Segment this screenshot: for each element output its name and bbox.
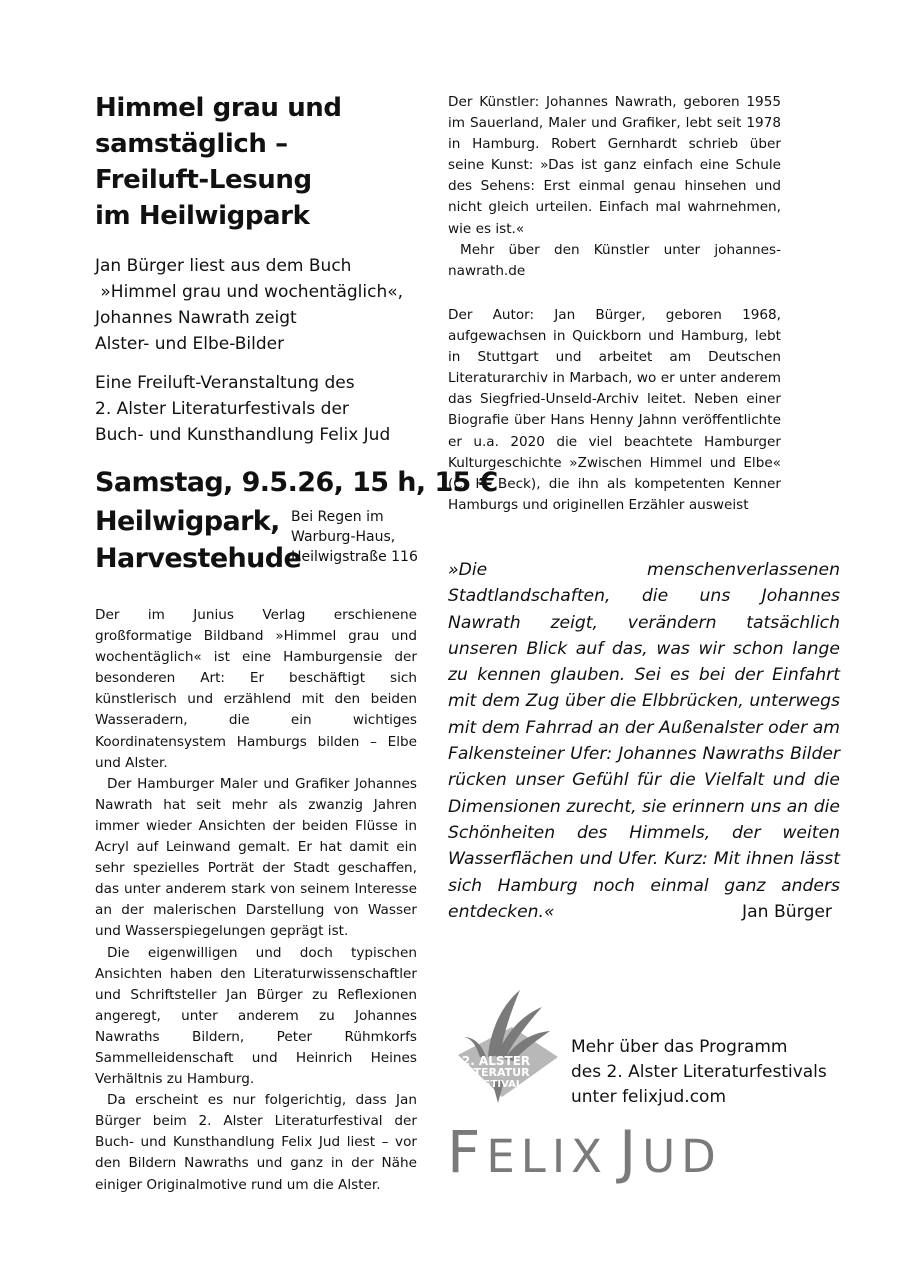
organizer-line: Buch- und Kunsthandlung Felix Jud: [95, 425, 391, 445]
rain-line: Warburg-Haus,: [291, 529, 396, 545]
artist-website-link: Mehr über den Künstler unter johannes-nawrath.de: [448, 241, 781, 279]
organizer: [95, 370, 435, 448]
promo-line: Mehr über das Programm: [571, 1037, 788, 1057]
rain-line: Heilwigstraße 116: [291, 549, 418, 565]
subtitle-line: Jan Bürger liest aus dem Buch: [95, 256, 352, 276]
event-date: Samstag, 9.5.26, 15 h, 15 €: [95, 467, 498, 498]
headline: [95, 90, 435, 234]
svg-text:2. ALSTER: 2. ALSTER: [461, 1054, 531, 1068]
body-paragraph: Da erscheint es nur folgerichtig, dass Jan Bürger beim 2. Alster Literaturfestival der Buch- und Kunsthandlung Felix Jud liest – vor den Bildern Nawraths und ganz in der Nähe einiger Originalmotive rund um die Alster.: [95, 1092, 417, 1193]
brand-wordmark: FELIX JUD: [447, 1118, 722, 1186]
artist-bio-text: Der Künstler: Johannes Nawrath, geboren 1955 im Sauerland, Maler und Grafiker, lebt seit 1978 in Hamburg. Robert Gernhardt schrieb über seine Kunst: »Das ist ganz einfach eine Schule des Sehens: Erst einmal genau hinsehen und nicht gleich urteilen. Einfach mal wahrnehmen, wie es ist.«: [448, 94, 781, 237]
rain-location: [291, 507, 418, 567]
headline-line: Freiluft-Lesung: [95, 165, 312, 195]
body-paragraph: Der im Junius Verlag erschienene großformatige Bildband »Himmel grau und wochentäglich« ist eine Hamburgensie der besonderen Art: Er beschäftigt sich künstlerisch und erzählend mit den beiden Wasseradern, die ein wichtiges Koordinatensystem Hamburgs bilden – Elbe und Alster.: [95, 607, 417, 771]
place-line: Heilwigpark,: [95, 506, 280, 537]
svg-text:FESTIVAL: FESTIVAL: [469, 1079, 523, 1090]
artist-bio: [448, 92, 781, 282]
organizer-line: 2. Alster Literaturfestivals der: [95, 399, 349, 419]
subtitle-line: Johannes Nawrath zeigt: [95, 308, 297, 328]
festival-logo-icon: [450, 985, 560, 1105]
subtitle-line: Alster- und Elbe-Bilder: [95, 334, 285, 354]
place-line: Harvestehude: [95, 543, 302, 574]
promo-line: des 2. Alster Literaturfestivals: [571, 1062, 827, 1082]
organizer-line: Eine Freiluft-Veranstaltung des: [95, 373, 355, 393]
rain-line: Bei Regen im: [291, 509, 384, 525]
author-bio-text: Der Autor: Jan Bürger, geboren 1968, aufgewachsen in Quickborn und Hamburg, lebt in Stuttgart und arbeitet am Deutschen Literaturarchiv in Marbach, wo er unter anderem das Siegfried-Unseld-Archiv leitet. Neben einer Biografie über Hans Henny Jahnn veröffentlichte er u.a. 2020 die viel beachtete Hamburger Kulturgeschichte »Zwischen Himmel und Elbe« (C. H. Beck), die ihn als kompetenten Kenner Hamburgs und originellen Erzähler ausweist: [448, 307, 781, 513]
headline-line: samstäglich –: [95, 129, 288, 159]
headline-line: Himmel grau und: [95, 93, 342, 123]
body-paragraph: Die eigenwilligen und doch typischen Ansichten haben den Literaturwissenschaftler und Schriftsteller Jan Bürger zu Reflexionen angeregt, unter anderem zu Johannes Nawraths Bildern, Peter Rühmkorfs Sammelleidenschaft und Heinrich Heines Verhältnis zu Hamburg.: [95, 944, 417, 1088]
festival-promo: [571, 1035, 827, 1110]
subtitle: [95, 253, 435, 357]
svg-text:LITERATUR: LITERATUR: [462, 1066, 530, 1079]
quote-author: Jan Bürger: [742, 901, 832, 922]
subtitle-line: »Himmel grau und wochentäglich«,: [95, 282, 404, 302]
promo-website-link: unter felixjud.com: [571, 1087, 727, 1107]
article-body: [95, 605, 417, 1196]
event-place: [95, 503, 301, 577]
body-paragraph: Der Hamburger Maler und Grafiker Johannes Nawrath hat seit mehr als zwanzig Jahren immer wieder Ansichten der beiden Flüsse in Acryl auf Leinwand gemalt. Er hat damit ein sehr spezielles Porträt der Stadt geschaffen, das unter anderem stark von seinem Interesse an der malerischen Darstellung von Wasser und Wasserspiegelungen geprägt ist.: [95, 775, 417, 940]
quote-text: »Die menschenverlassenen Stadtlandschaften, die uns Johannes Nawrath zeigt, verändern tatsächlich unseren Blick auf das, was wir schon lange zu kennen glauben. Sei es bei der Einfahrt mit dem Zug über die Elbbrücken, unterwegs mit dem Fahrrad an der Außenalster oder am Falkensteiner Ufer: Johannes Nawraths Bilder rücken unser Gefühl für die Vielfalt und die Dimensionen zurecht, sie erinnern uns an die Schönheiten des Himmels, der weiten Wasserflächen und Ufer. Kurz: Mit ihnen lässt sich Hamburg noch einmal ganz anders entdecken.«: [448, 560, 840, 922]
author-bio: [448, 305, 781, 516]
headline-line: im Heilwigpark: [95, 201, 310, 231]
pull-quote: [448, 557, 840, 925]
